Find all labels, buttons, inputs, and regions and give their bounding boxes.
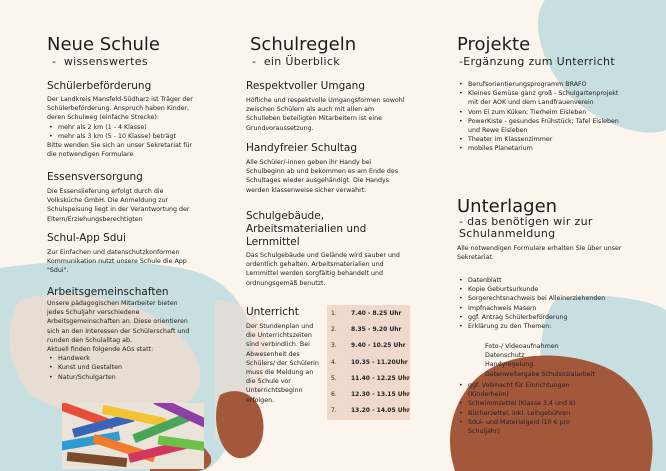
section-text: Die Essenslieferung erfolgt durch die Volksküche GmbH. Die Anmeldung zur Schulspeisung liegt in der Verantwortung der Eltern/Erziehungsberechtigten: [47, 188, 190, 223]
section-heading: Handyfreier Schultag: [246, 142, 358, 154]
list-item: • Impfnachweis Masern: [457, 304, 632, 313]
section-body: [47, 95, 197, 159]
section-text: Aktuell finden folgende AGs statt:: [47, 346, 154, 354]
period-time: 7.40 - 8.25 Uhr: [351, 309, 402, 317]
list-item: • ggf. Antrag Schülerbeförderung: [457, 313, 632, 322]
list-item: • Berufsorientierungsprogramm BRAFO: [457, 80, 622, 89]
section-heading: Schulgebäude, Arbeitsmaterialien und Lernmittel: [246, 210, 367, 248]
theme-item: Foto-/ Videoaufnahmen: [485, 343, 559, 350]
section-text: Zur Einfachen und datenschutzkonformen Kommunikation nutzt unsere Schule die App "Sdui".: [47, 249, 187, 275]
theme-item: Handyregelung: [485, 361, 534, 369]
section-text: Bitte wenden Sie sich an unser Sekretariat für die notwendigen Formulare: [47, 142, 193, 159]
project-list: [457, 80, 622, 154]
list-item: • mehr als 3 km (5 - 10 Klasse) beträgt: [47, 132, 197, 141]
section-heading: Respektvoller Umgang: [246, 80, 365, 92]
schedule-row: [327, 305, 410, 321]
period-number: 3.: [331, 342, 337, 350]
page-subtitle: - wissenswertes: [52, 55, 148, 68]
period-time: 13.20 - 14.05 Uhr: [351, 407, 410, 415]
list-item: • Kleines Gemüse ganz groß - Schulgartenprojekt mit der AOK und dem Landfrauenverein: [457, 89, 622, 107]
section-heading: Schülerbeförderung: [47, 80, 152, 92]
schedule-row: [327, 403, 410, 419]
schedule-row: [327, 386, 410, 402]
period-time: 8.35 - 9.20 Uhr: [351, 325, 402, 333]
schedule-table: [327, 305, 410, 420]
section-subtitle: - das benötigen wir zur Schulanmeldung: [459, 215, 593, 240]
section-text: Unsere pädagogischen Mitarbeiter bieten jedes Schuljahr verschiedene Arbeitsgemeinschaften an. Diese orientieren sich an den Interessen der Schülerschaft und runden den Schulalltag ab.: [47, 300, 190, 344]
theme-list: [485, 342, 630, 379]
section-heading: Essensversorgung: [47, 171, 143, 183]
list-item: • Natur/Schulgarten: [47, 373, 195, 382]
section-text: Der Stundenplan und die Unterrichtszeiten sind verbindlich. Bei Abwesenheit des Schülers/ der Schülerin muss die Meldung an die Schule vor Unterrichtsbeginn erfolgen.: [246, 323, 319, 404]
section-heading: Unterricht: [246, 306, 299, 318]
document-list-2: [457, 381, 587, 436]
period-number: 4.: [331, 358, 337, 366]
section-text: Höfliche und respektvolle Umgangsformen sowohl zwischen Schülern als auch mit allen am Schulleben beteiligten Mitarbeitern ist eine Grundvoraussetzung.: [246, 97, 405, 132]
distance-list: [47, 123, 197, 141]
period-number: 6.: [331, 391, 337, 399]
period-time: 12.30 - 13.15 Uhr: [351, 391, 410, 399]
list-item: • Sdui- und Materialgeld (10 € pro Schuljahr): [457, 418, 587, 436]
ag-list: [47, 354, 195, 382]
page-title: Neue Schule: [47, 34, 160, 55]
period-time: 10.35 - 11.20Uhr: [351, 358, 408, 366]
list-item: • Sorgerechtsnachweis bei Alleinerziehenden: [457, 294, 632, 303]
list-item: • Vom Ei zum Küken; Tierheim Eisleben: [457, 108, 622, 117]
list-item: • Datenblatt: [457, 276, 632, 285]
period-time: 11.40 - 12.25 Uhr: [351, 374, 410, 382]
section-text: Das Schulgebäude und Gelände wird sauber und ordentlich gehalten. Arbeitsmaterialien und Lernmittel werden sorgfältig behandelt und ordnungsgemäß benutzt.: [246, 252, 400, 287]
list-item: • Kunst und Gestalten: [47, 363, 195, 372]
section-title: Unterlagen: [457, 196, 558, 217]
period-number: 2.: [331, 325, 337, 333]
section-text: Alle notwendigen Formulare erhalten Sie über unser Sekretariat.: [457, 245, 622, 262]
list-item: • ggf. Vollmacht für Einrichtungen (Kinderheim): [457, 381, 587, 399]
section-heading: Schul-App Sdui: [47, 232, 126, 244]
page-title: Schulregeln: [250, 34, 357, 55]
list-item: • Bücherzettel, inkl. Leihgebühren: [457, 409, 587, 418]
list-item: • Erklärung zu den Themen:: [457, 322, 632, 331]
section-text: Der Landkreis Mansfeld-Südharz ist Träger der Schülerbeförderung. Anspruch haben Kinder, deren Schulweg (einfache Strecke):: [47, 96, 193, 122]
theme-item: Datenschutz: [485, 352, 525, 360]
schedule-row: [327, 321, 410, 337]
page-title: Projekte: [457, 34, 531, 55]
schedule-row: [327, 354, 410, 370]
period-number: 5.: [331, 374, 337, 382]
list-item: • Schwimmzettel (Klasse 3,4 und 8): [457, 399, 587, 408]
theme-item: Datenweitergabe Schulsozialarbeit: [485, 370, 595, 378]
list-item: • mehr als 2 km (1 - 4 Klasse): [47, 123, 197, 132]
document-list: [457, 276, 632, 331]
list-item: • Handwerk: [47, 354, 195, 363]
list-item: • PowerKiste - gesundes Frühstück; Tafel Eisleben und Rewe Eisleben: [457, 117, 622, 135]
list-item: • Theater im Klassenzimmer: [457, 135, 622, 144]
section-text: Alle Schüler/-innen geben ihr Handy bei Schulbeginn ab und bekommen es am Ende des Schultages wieder ausgehändigt. Die Handys werden klassenweise sicher verwahrt.: [246, 159, 399, 194]
schedule-row: [327, 338, 410, 354]
period-time: 9.40 - 10.25 Uhr: [351, 342, 406, 350]
section-body: [47, 299, 195, 382]
list-item: • Kopie Geburtsurkunde: [457, 285, 632, 294]
list-item: • mobiles Planetarium: [457, 144, 622, 153]
period-number: 1.: [331, 309, 337, 317]
page-subtitle: - ein Überblick: [252, 55, 340, 68]
section-heading: Arbeitsgemeinschaften: [47, 286, 169, 298]
period-number: 7.: [331, 407, 337, 415]
page-subtitle: -Ergänzung zum Unterricht: [459, 55, 615, 68]
crayons-image: [62, 403, 204, 469]
schedule-row: [327, 370, 410, 386]
